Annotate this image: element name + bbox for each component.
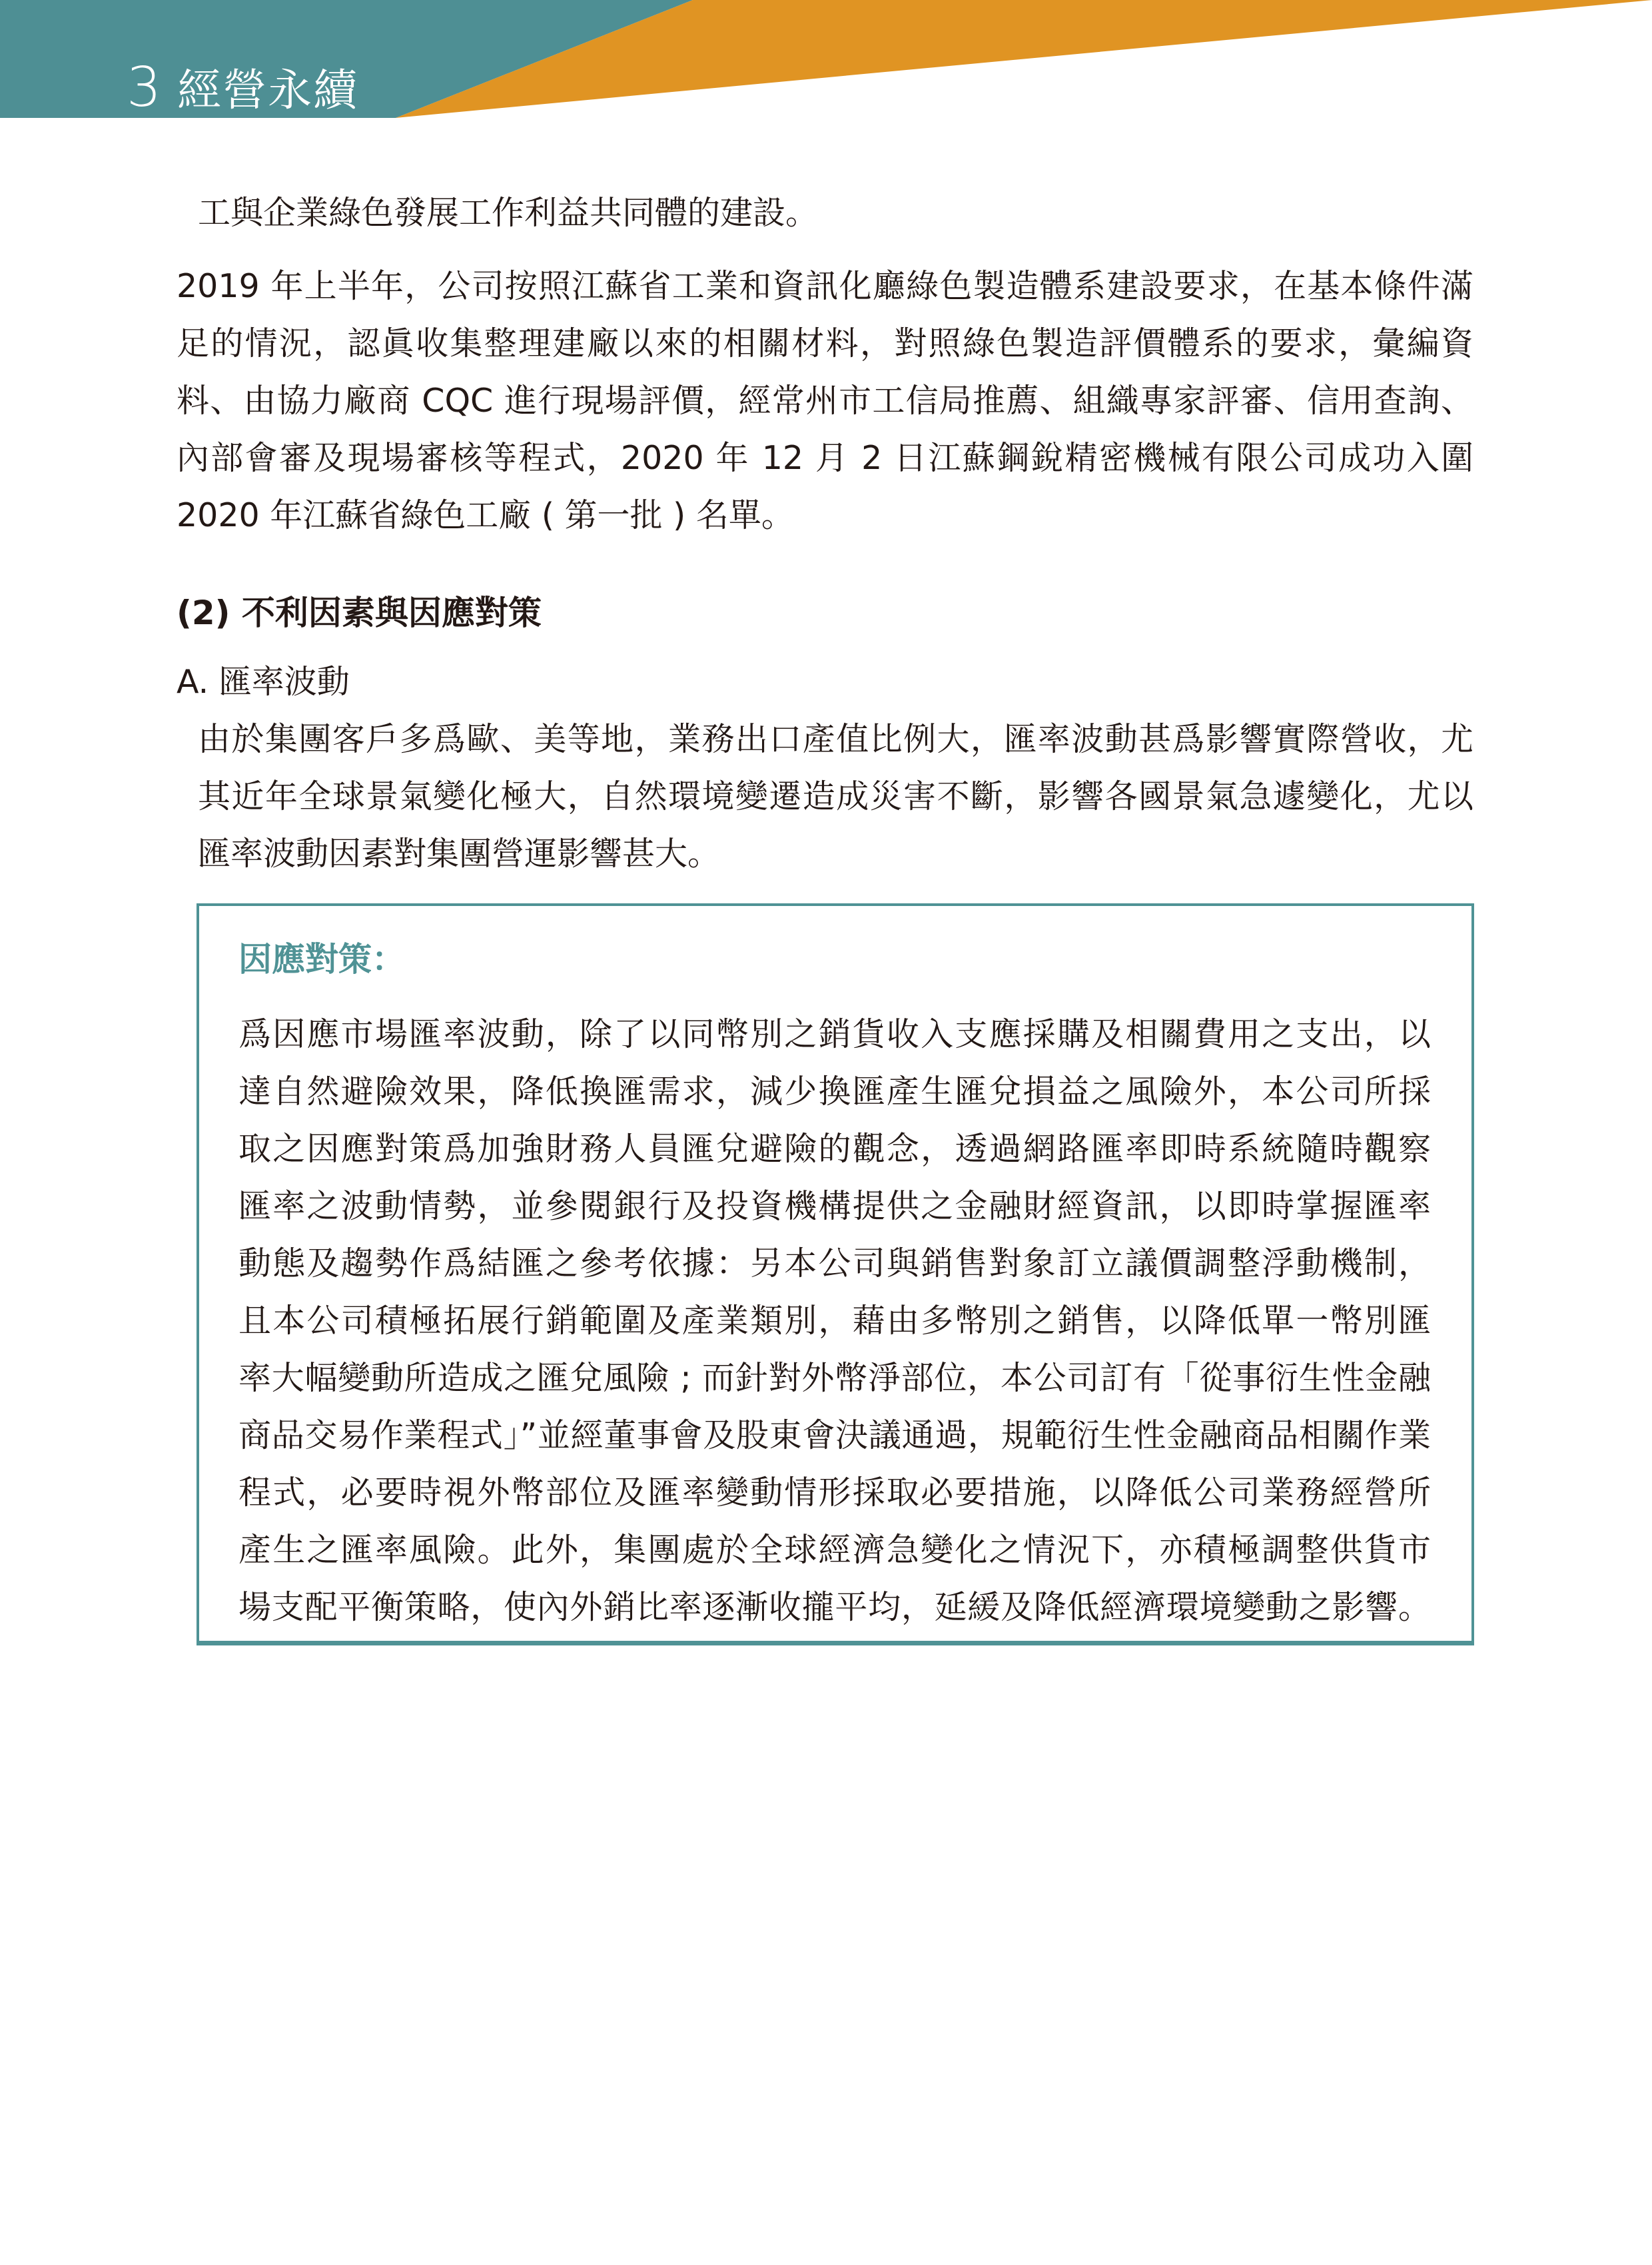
box-line: 商品交易作業程式」”並經董事會及股東會決議通過，規範衍生性金融商品相關作業 (238, 1416, 1431, 1454)
paragraph-line: 其近年全球景氣變化極大，自然環境變遷造成災害不斷，影響各國景氣急遽變化，尤以 (198, 777, 1473, 815)
chapter-header-banner (0, 0, 1652, 120)
box-line: 場支配平衡策略，使內外銷比率逐漸收攏平均，延緩及降低經濟環境變動之影響。 (238, 1588, 1431, 1626)
chapter-number: 3 (127, 56, 162, 119)
paragraph-line: 2019 年上半年，公司按照江蘇省工業和資訊化廳綠色製造體系建設要求，在基本條件滿 (177, 267, 1473, 305)
paragraph-line: 內部會審及現場審核等程式，2020 年 12 月 2 日江蘇鋼銳精密機械有限公司成功入圍 (177, 439, 1473, 477)
box-line: 取之因應對策爲加強財務人員匯兌避險的觀念，透過網路匯率即時系統隨時觀察 (238, 1130, 1431, 1168)
paragraph-line: 料、由協力廠商 CQC 進行現場評價，經常州市工信局推薦、組織專家評審、信用查詢、 (177, 382, 1473, 420)
box-line: 產生之匯率風險。此外，集團處於全球經濟急變化之情況下，亦積極調整供貨市 (238, 1531, 1431, 1569)
paragraph-line: 足的情況，認眞收集整理建廠以來的相關材料，對照綠色製造評價體系的要求，彙編資 (177, 324, 1473, 362)
paragraph-line: 2020 年江蘇省綠色工廠 ( 第一批 ) 名單。 (177, 496, 794, 534)
subsection-title: A. 匯率波動 (177, 663, 350, 701)
chapter-label (127, 56, 359, 119)
box-line: 達自然避險效果，降低換匯需求，減少換匯產生匯兌損益之風險外，本公司所採 (238, 1073, 1431, 1111)
box-line: 動態及趨勢作爲結匯之參考依據：另本公司與銷售對象訂立議價調整浮動機制， (238, 1244, 1431, 1282)
countermeasure-title: 因應對策： (238, 940, 405, 979)
section-heading: (2) 不利因素與因應對策 (177, 594, 542, 632)
box-line: 爲因應市場匯率波動，除了以同幣別之銷貨收入支應採購及相關費用之支出，以 (238, 1015, 1431, 1053)
chapter-title: 經營永續 (177, 65, 359, 116)
box-line: 率大幅變動所造成之匯兌風險 ; 而針對外幣淨部位，本公司訂有「從事衍生性金融 (238, 1359, 1431, 1397)
box-line: 程式，必要時視外幣部位及匯率變動情形採取必要措施，以降低公司業務經營所 (238, 1474, 1431, 1512)
paragraph-line: 由於集團客戶多爲歐、美等地，業務出口產值比例大，匯率波動甚爲影響實際營收，尤 (198, 720, 1473, 758)
paragraph-line: 匯率波動因素對集團營運影響甚大。 (198, 835, 721, 873)
box-line: 匯率之波動情勢，並參閱銀行及投資機構提供之金融財經資訊，以即時掌握匯率 (238, 1187, 1431, 1225)
box-line: 且本公司積極拓展行銷範圍及產業類別，藉由多幣別之銷售，以降低單一幣別匯 (238, 1302, 1431, 1340)
continuation-line: 工與企業綠色發展工作利益共同體的建設。 (198, 194, 819, 232)
